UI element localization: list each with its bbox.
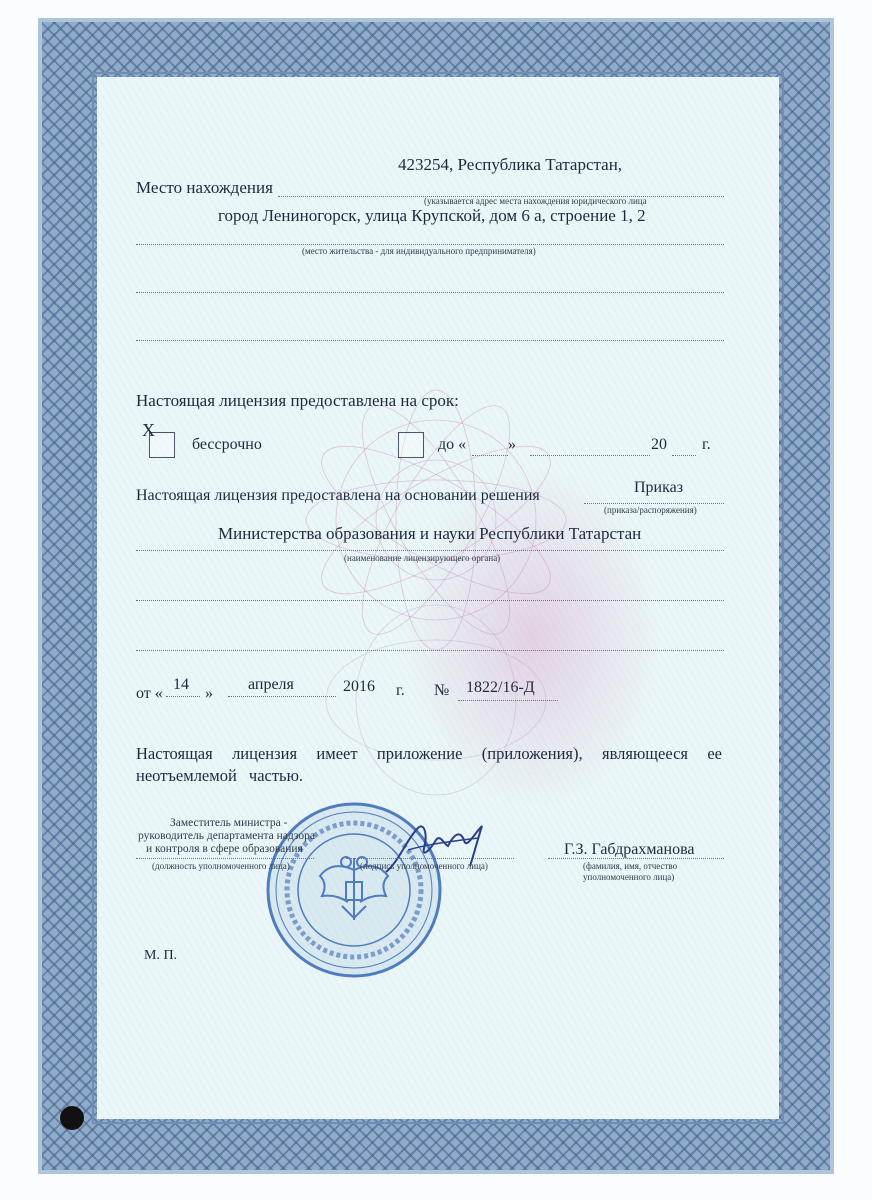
order-day-underline [166,696,200,697]
until-year-suffix: г. [702,436,711,453]
term-heading: Настоящая лицензия предоставлена на срок: [136,391,459,410]
date-prefix: от « [136,685,163,702]
order-year: 2016 [343,678,375,695]
legal-address-hint: (указывается адрес места нахождения юридического лица [424,196,647,206]
indefinite-label: бессрочно [192,436,262,453]
until-date-prefix: до « [438,436,467,453]
address-underline-2 [136,244,724,245]
date-quote-close: » [205,685,213,702]
position-line-2: руководитель департамента надзора [138,830,315,842]
basis-heading: Настоящая лицензия предоставлена на основании решения [136,487,540,504]
punch-hole [60,1106,84,1130]
order-month-underline [228,696,336,697]
position-underline [136,858,314,859]
signature-hint: (подпись уполномоченного лица) [360,861,488,871]
licensing-authority-hint: (наименование лицензирующего органа) [344,553,501,563]
address-line-2: город Лениногорск, улица Крупской, дом 6 а, строение 1, 2 [218,206,646,225]
authority-underline [136,550,724,551]
name-hint-line-2: уполномоченного лица) [583,872,675,882]
until-date-checkbox[interactable] [398,432,424,458]
appendix-line-2: неотъемлемой частью. [136,766,304,785]
address-line-1: 423254, Республика Татарстан, [398,155,623,174]
appendix-line-1: Настоящая лицензия имеет приложение (приложения), являющееся ее [136,744,722,763]
until-month-underline [530,455,650,456]
until-year-prefix: 20 [651,436,667,453]
decision-type-underline [584,503,724,504]
indefinite-check-mark: X [142,420,155,440]
order-year-suffix: г. [396,682,405,699]
name-hint-line-1: (фамилия, имя, отчество [583,861,678,871]
seal-place-label: М. П. [144,948,178,963]
position-hint: (должность уполномоченного лица) [152,861,290,871]
until-date-quote-close: » [508,436,516,453]
order-number-underline [458,700,558,701]
location-label: Место нахождения [136,178,273,197]
decision-type: Приказ [634,479,684,496]
decision-type-hint: (приказа/распоряжения) [604,505,697,515]
address-underline-3 [136,292,724,293]
blank-underline-1 [136,600,724,601]
blank-underline-2 [136,650,724,651]
name-underline [548,858,724,859]
position-line-3: и контроля в сфере образования [146,843,303,855]
address-underline-4 [136,340,724,341]
position-line-1: Заместитель министра - [170,817,288,829]
signature-underline [346,858,514,859]
until-year-underline [672,455,696,456]
official-name: Г.З. Габдрахманова [564,841,695,858]
until-day-underline [472,455,508,456]
order-number: 1822/16-Д [466,679,535,696]
order-number-sign: № [434,682,450,699]
order-day: 14 [173,676,189,693]
order-month: апреля [248,676,294,693]
individual-address-hint: (место жительства - для индивидуального предпринимателя) [302,246,536,256]
licensing-authority: Министерства образования и науки Республики Татарстан [218,524,642,543]
